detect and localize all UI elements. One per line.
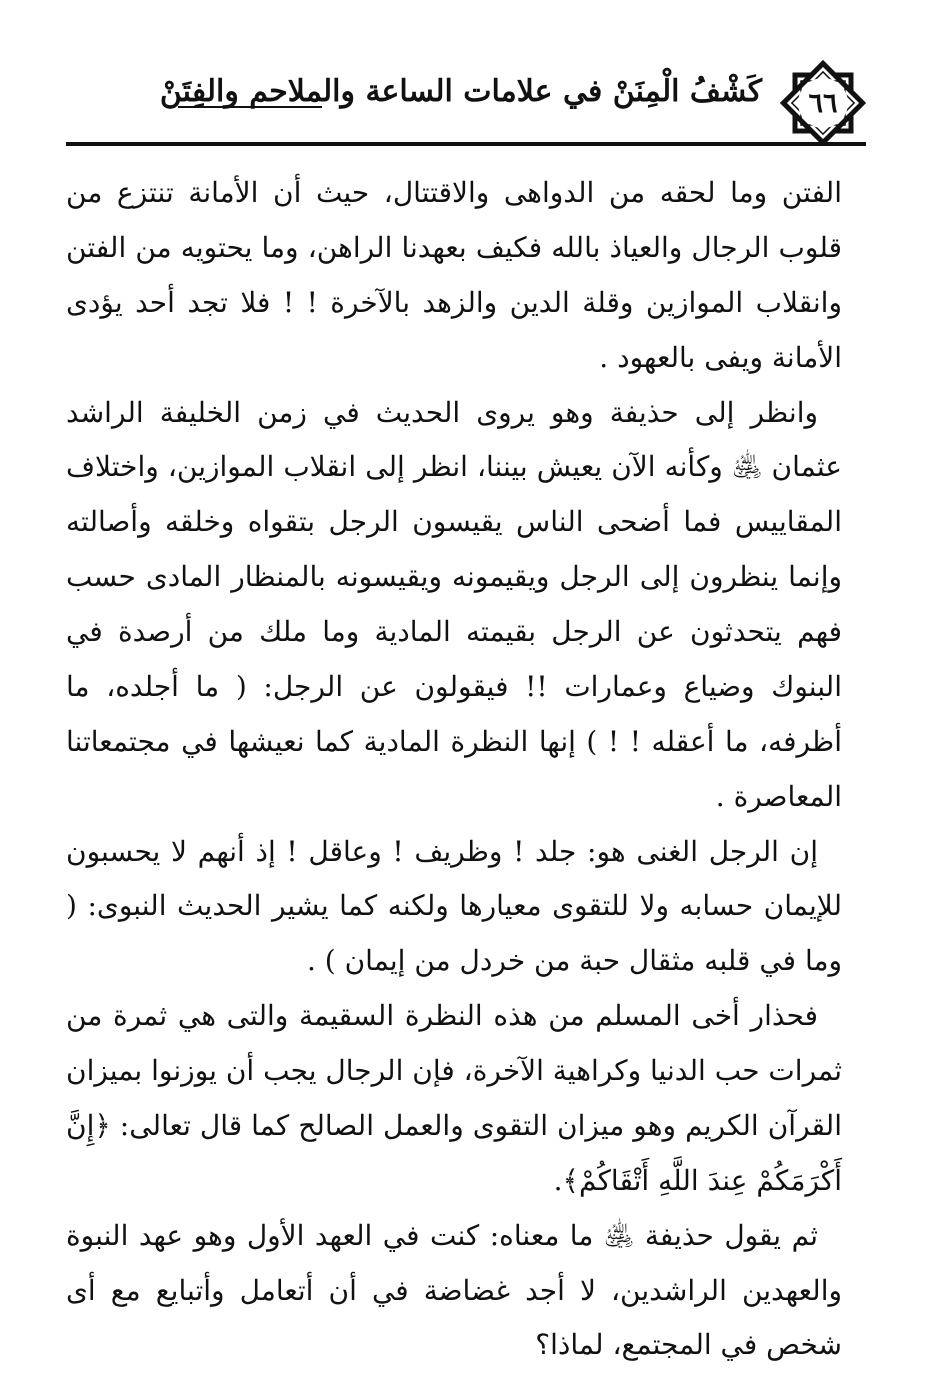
page-header xyxy=(66,60,866,155)
paragraph-5: ثم يقول حذيفة ﵁ ما معناه: كنت في العهد الأول وهو عهد النبوة والعهدين الراشدين، لا أجد غضاضة في أن أتعامل وأتبايع مع أى شخص في المجتمع، لماذا؟ xyxy=(66,1218,842,1362)
paragraph-1: الفتن وما لحقه من الدواهى والاقتتال، حيث أن الأمانة تنتزع من قلوب الرجال والعياذ بالله فكيف بعهدنا الراهن، وما يحتويه من الفتن وانقلاب الموازين وقلة الدين والزهد بالآخرة ! ! فلا تجد أحد يؤدى الأمانة ويفى بالعهود . xyxy=(66,176,842,374)
page-number-badge xyxy=(780,60,866,146)
paragraph-2: وانظر إلى حذيفة وهو يروى الحديث في زمن الخليفة الراشد عثمان ﵁ وكأنه الآن يعيش بيننا، انظر إلى انقلاب الموازين، واختلاف المقاييس فما أضحى الناس يقيسون الرجل بتقواه وخلقه وأصالته وإنما ينظرون إلى الرجل ويقيمونه ويقيسونه بالمنظار المادى حسب فهم يتحدثون عن الرجل بقيمته المادية وما ملك من أرصدة في البنوك وضياع وعمارات !! فيقولون عن الرجل: ( ما أجلده، ما أظرفه، ما أعقله ! ! ) إنها النظرة المادية كما نعيشها في مجتمعاتنا المعاصرة . xyxy=(66,395,842,813)
running-title: كَشْفُ الْمِنَنْ في علامات الساعة والملاحم والفِتَنْ xyxy=(159,74,762,109)
header-rule xyxy=(66,142,866,146)
paragraph-4: فحذار أخى المسلم من هذه النظرة السقيمة والتى هي ثمرة من ثمرات حب الدنيا وكراهية الآخرة، فإن الرجال يجب أن يوزنوا بميزان القرآن الكريم وهو ميزان التقوى والعمل الصالح كما قال تعالى: ﴿إِنَّ أَكْرَمَكُمْ عِندَ اللَّهِ أَتْقَاكُمْ﴾. xyxy=(66,999,842,1197)
title-dash-rule xyxy=(178,106,322,108)
paragraph-3: إن الرجل الغنى هو: جلد ! وظريف ! وعاقل ! إذ أنهم لا يحسبون للإيمان حسابه ولا للتقوى معيارها ولكنه كما يشير الحديث النبوى: ( وما في قلبه مثقال حبة من خردل من إيمان ) . xyxy=(66,834,842,978)
page-body xyxy=(66,166,842,1373)
page-number: ٦٦ xyxy=(808,87,838,119)
